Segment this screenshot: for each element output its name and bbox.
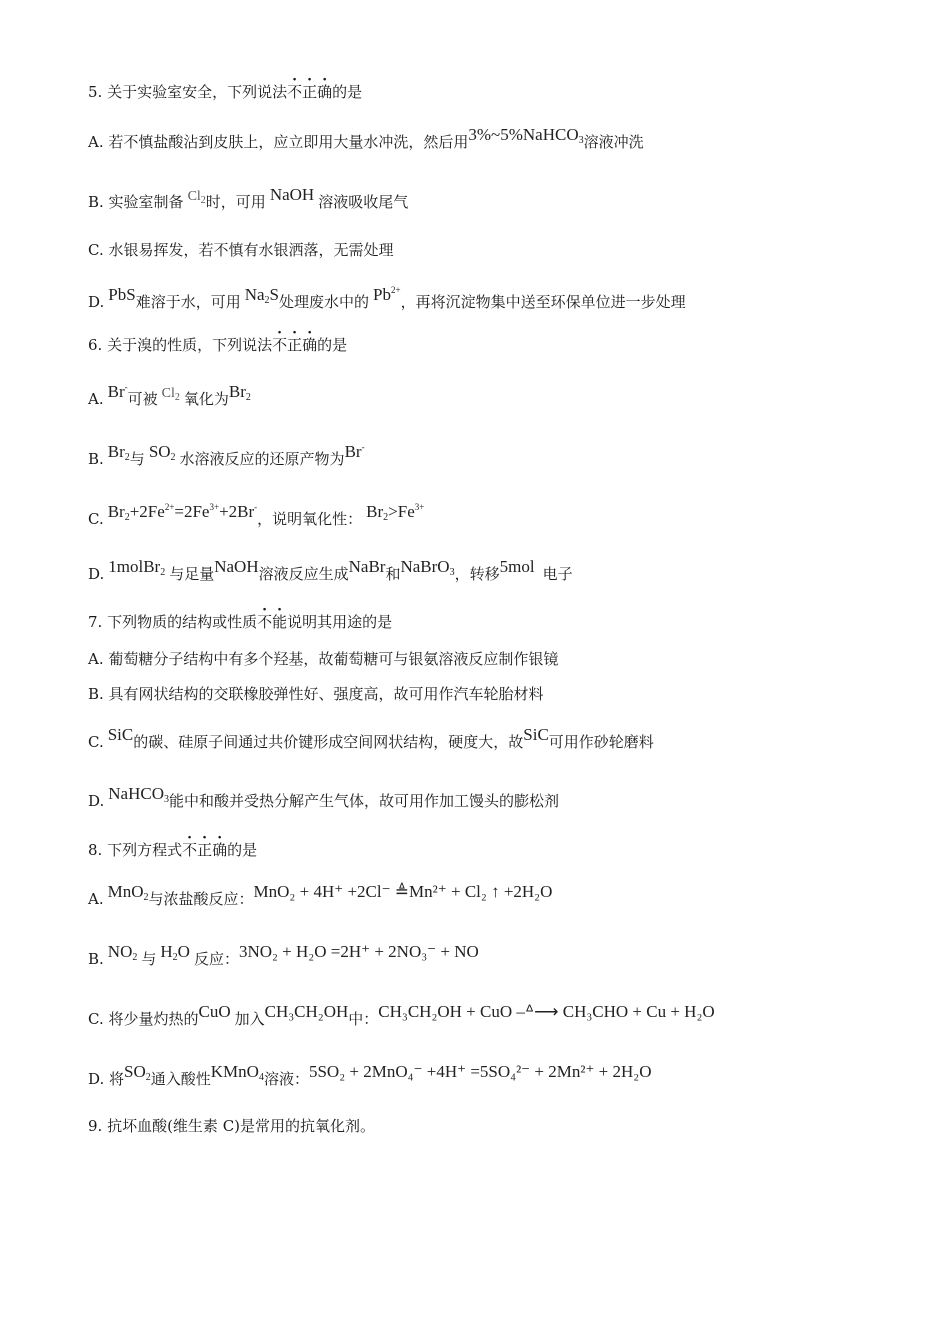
question-8-option-c: C. 将少量灼热的CuO 加入CH₃CH₂OH中：CH₃CH₂OH + CuO –ᐞ⟶ CH₃CHO + Cu + H₂O: [88, 1002, 715, 1028]
question-7-option-b: B. 具有网状结构的交联橡胶弹性好、强度高，故可用作汽车轮胎材料: [88, 685, 544, 703]
question-7-option-c: C. SiC的碳、硅原子间通过共价键形成空间网状结构，硬度大，故SiC可用作砂轮磨料: [88, 725, 654, 751]
equation-8b: 3NO₂ + H₂O =2H⁺ + 2NO₃⁻ + NO: [238, 942, 479, 961]
question-8-option-a: A. MnO$_2$与浓盐酸反应：MnO₂ + 4H⁺ +2Cl⁻ ≜Mn²⁺ + Cl₂ ↑ +2H₂O: [88, 882, 553, 908]
question-7-option-d: D. NaHCO$_3$能中和酸并受热分解产生气体，故可用作加工馒头的膨松剂: [88, 784, 559, 810]
question-6-option-a: A. Br-可被 $Cl_2$ 氧化为$Br_2$: [88, 382, 251, 408]
question-6-option-c: C. $Br_2+2Fe^{2+}=2Fe^{3+}+2Br^-$，说明氧化性： $Br_2>Fe^{3+}$: [88, 502, 425, 528]
question-8-option-b: B. $NO_2$ 与 $H_2O$ 反应：3NO₂ + H₂O =2H⁺ + 2NO₃⁻ + NO: [88, 942, 479, 968]
equation-8c: CH₃CH₂OH + CuO –ᐞ⟶ CH₃CHO + Cu + H₂O: [378, 1002, 715, 1021]
question-5-stem: 5. 关于实验室安全，下列说法不正确的是: [88, 83, 363, 101]
question-5-option-b: B. 实验室制备 $Cl_2$时，可用 NaOH 溶液吸收尾气: [88, 185, 409, 211]
question-7-stem: 7. 下列物质的结构或性质不能说明其用途的是: [88, 613, 393, 631]
question-7-option-a: A. 葡萄糖分子结构中有多个羟基，故葡萄糖可与银氨溶液反应制作银镜: [88, 650, 559, 668]
question-8-stem: 8. 下列方程式不正确的是: [88, 841, 258, 859]
question-5-option-d: D. PbS难溶于水，可用 $Na_2S$处理废水中的 $Pb^{2+}$，再将沉淀物集中送至环保单位进一步处理: [88, 285, 686, 311]
question-5-option-a: A. 若不慎盐酸沾到皮肤上，应立即用大量水冲洗，然后用3%~5%NaHCO$_3$溶液冲洗: [88, 125, 644, 151]
question-6-option-b: B. $Br_2$与 $SO_2$ 水溶液反应的还原产物为Br-: [88, 442, 365, 468]
equation-8d: 5SO₂ + 2MnO₄⁻ +4H⁺ =5SO₄²⁻ + 2Mn²⁺ + 2H₂O: [308, 1062, 652, 1081]
question-6-option-d: D. 1molBr$_2$ 与足量NaOH溶液反应生成NaBr和NaBrO$_3$，转移5mol 电子: [88, 557, 573, 583]
question-9-stem: 9. 抗坏血酸(维生素 C)是常用的抗氧化剂。: [88, 1117, 376, 1135]
question-6-stem: 6. 关于溴的性质，下列说法不正确的是: [88, 336, 348, 354]
equation-8a: MnO₂ + 4H⁺ +2Cl⁻ ≜Mn²⁺ + Cl₂ ↑ +2H₂O: [253, 882, 553, 901]
question-8-option-d: D. 将$SO_2$通入酸性KMnO$_4$溶液：5SO₂ + 2MnO₄⁻ +4H⁺ =5SO₄²⁻ + 2Mn²⁺ + 2H₂O: [88, 1062, 652, 1088]
question-5-option-c: C. 水银易挥发，若不慎有水银洒落，无需处理: [88, 241, 394, 259]
